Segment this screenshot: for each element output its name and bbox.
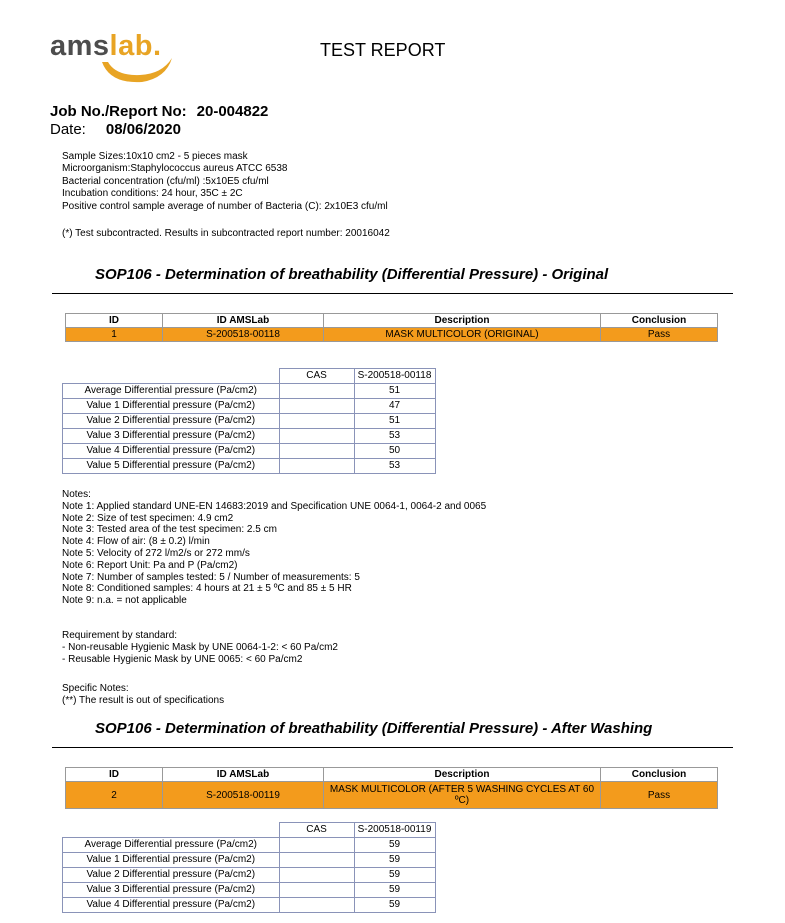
row-value: 59 bbox=[354, 838, 435, 853]
cell-id-amslab: S-200518-00118 bbox=[163, 328, 324, 342]
note-line: Note 5: Velocity of 272 l/m2/s or 272 mm/s bbox=[62, 547, 250, 559]
col-sample: S-200518-00118 bbox=[354, 369, 435, 384]
section1-id-table bbox=[65, 313, 718, 342]
row-cas bbox=[279, 444, 354, 459]
row-label: Value 3 Differential pressure (Pa/cm2) bbox=[63, 883, 280, 898]
sample-info-line: Positive control sample average of number of Bacteria (C): 2x10E3 cfu/ml bbox=[62, 200, 388, 212]
row-label: Value 4 Differential pressure (Pa/cm2) bbox=[63, 898, 280, 913]
subcontract-note: (*) Test subcontracted. Results in subcontracted report number: 20016042 bbox=[62, 228, 390, 239]
note-line: Note 4: Flow of air: (8 ± 0.2) l/min bbox=[62, 536, 210, 548]
row-value: 53 bbox=[354, 429, 435, 444]
table-row bbox=[66, 782, 718, 809]
report-title: TEST REPORT bbox=[320, 40, 446, 60]
row-label: Value 2 Differential pressure (Pa/cm2) bbox=[63, 868, 280, 883]
specific-note-line: (**) The result is out of specifications bbox=[62, 694, 225, 706]
cell-description: MASK MULTICOLOR (ORIGINAL) bbox=[324, 328, 601, 342]
section1-specific-notes bbox=[62, 683, 224, 707]
section2-divider bbox=[52, 747, 733, 748]
row-cas bbox=[279, 868, 354, 883]
requirement-line: - Non-reusable Hygienic Mask by UNE 0064-1-2: < 60 Pa/cm2 bbox=[62, 641, 338, 653]
col-id-amslab: ID AMSLab bbox=[163, 314, 324, 328]
note-line: Notes: bbox=[62, 489, 91, 500]
row-label: Value 2 Differential pressure (Pa/cm2) bbox=[63, 414, 280, 429]
cell-id-amslab: S-200518-00119 bbox=[163, 782, 324, 809]
row-cas bbox=[279, 384, 354, 399]
row-value: 50 bbox=[354, 444, 435, 459]
specific-note-line: Specific Notes: bbox=[62, 683, 129, 694]
logo-dot: . bbox=[152, 30, 162, 62]
section1-results-table bbox=[62, 368, 436, 474]
cell-id: 2 bbox=[66, 782, 163, 809]
row-label: Value 1 Differential pressure (Pa/cm2) bbox=[63, 853, 280, 868]
job-number-line bbox=[50, 103, 268, 120]
sample-info-line: Bacterial concentration (cfu/ml) :5x10E5 cfu/ml bbox=[62, 175, 269, 187]
section2-results-table bbox=[62, 822, 436, 913]
cell-conclusion: Pass bbox=[601, 328, 718, 342]
table-header-row bbox=[63, 369, 436, 384]
row-value: 51 bbox=[354, 384, 435, 399]
table-header-row bbox=[63, 823, 436, 838]
sample-info bbox=[62, 151, 388, 213]
row-label: Average Differential pressure (Pa/cm2) bbox=[63, 838, 280, 853]
date-value: 08/06/2020 bbox=[105, 121, 181, 138]
note-line: Note 1: Applied standard UNE-EN 14683:2019 and Specification UNE 0064-1, 0064-2 and 0065 bbox=[62, 500, 487, 512]
section2-id-table bbox=[65, 767, 718, 809]
table-row bbox=[63, 444, 436, 459]
row-cas bbox=[279, 459, 354, 474]
col-id-amslab: ID AMSLab bbox=[163, 768, 324, 782]
note-line: Note 3: Tested area of the test specimen: 2.5 cm bbox=[62, 524, 277, 536]
row-value: 47 bbox=[354, 399, 435, 414]
note-line: Note 7: Number of samples tested: 5 / Number of measurements: 5 bbox=[62, 571, 360, 583]
row-cas bbox=[279, 853, 354, 868]
logo-text-ams: ams bbox=[50, 30, 110, 62]
table-row bbox=[63, 384, 436, 399]
date-line bbox=[50, 121, 181, 138]
row-label: Value 4 Differential pressure (Pa/cm2) bbox=[63, 444, 280, 459]
row-label: Value 3 Differential pressure (Pa/cm2) bbox=[63, 429, 280, 444]
row-value: 59 bbox=[354, 853, 435, 868]
sample-info-line: Sample Sizes:10x10 cm2 - 5 pieces mask bbox=[62, 151, 248, 162]
col-description: Description bbox=[324, 314, 601, 328]
section2-title: SOP106 - Determination of breathability (Differential Pressure) - After Washing bbox=[95, 720, 653, 737]
cell-id: 1 bbox=[66, 328, 163, 342]
row-cas bbox=[279, 414, 354, 429]
requirement-line: Requirement by standard: bbox=[62, 630, 178, 641]
col-conclusion: Conclusion bbox=[601, 314, 718, 328]
row-cas bbox=[279, 838, 354, 853]
table-row bbox=[63, 429, 436, 444]
note-line: Note 8: Conditioned samples: 4 hours at 21 ± 5 ºC and 85 ± 5 HR bbox=[62, 583, 352, 595]
note-line: Note 6: Report Unit: Pa and P (Pa/cm2) bbox=[62, 559, 238, 571]
amslab-logo bbox=[50, 28, 180, 88]
table-row bbox=[63, 868, 436, 883]
row-cas bbox=[279, 898, 354, 913]
col-id: ID bbox=[66, 314, 163, 328]
cell-conclusion: Pass bbox=[601, 782, 718, 809]
note-line: Note 9: n.a. = not applicable bbox=[62, 595, 187, 607]
requirement-line: - Reusable Hygienic Mask by UNE 0065: < 60 Pa/cm2 bbox=[62, 653, 303, 665]
col-cas: CAS bbox=[279, 369, 354, 384]
col-description: Description bbox=[324, 768, 601, 782]
table-row bbox=[63, 399, 436, 414]
section1-title: SOP106 - Determination of breathability (Differential Pressure) - Original bbox=[95, 266, 609, 283]
logo-text-lab: lab bbox=[109, 30, 153, 62]
logo-wordmark bbox=[50, 32, 162, 61]
table-header-row bbox=[66, 768, 718, 782]
table-row bbox=[63, 459, 436, 474]
row-value: 53 bbox=[354, 459, 435, 474]
row-label: Average Differential pressure (Pa/cm2) bbox=[63, 384, 280, 399]
date-label: Date: bbox=[50, 121, 86, 138]
table-row bbox=[63, 838, 436, 853]
row-label: Value 5 Differential pressure (Pa/cm2) bbox=[63, 459, 280, 474]
col-cas: CAS bbox=[279, 823, 354, 838]
job-label: Job No./Report No: bbox=[50, 103, 187, 120]
row-cas bbox=[279, 429, 354, 444]
table-row bbox=[63, 853, 436, 868]
sample-info-line: Microorganism:Staphylococcus aureus ATCC 6538 bbox=[62, 163, 288, 175]
section1-requirements bbox=[62, 630, 338, 665]
col-sample: S-200518-00119 bbox=[354, 823, 435, 838]
cell-description: MASK MULTICOLOR (AFTER 5 WASHING CYCLES AT 60 ºC) bbox=[324, 782, 601, 809]
row-value: 51 bbox=[354, 414, 435, 429]
note-line: Note 2: Size of test specimen: 4.9 cm2 bbox=[62, 512, 234, 524]
row-value: 59 bbox=[354, 883, 435, 898]
col-id: ID bbox=[66, 768, 163, 782]
table-header-row bbox=[66, 314, 718, 328]
row-cas bbox=[279, 399, 354, 414]
sample-info-line: Incubation conditions: 24 hour, 35C ± 2C bbox=[62, 188, 243, 200]
section1-divider bbox=[52, 293, 733, 294]
table-row bbox=[66, 328, 718, 342]
row-label: Value 1 Differential pressure (Pa/cm2) bbox=[63, 399, 280, 414]
col-conclusion: Conclusion bbox=[601, 768, 718, 782]
table-row bbox=[63, 414, 436, 429]
table-row bbox=[63, 883, 436, 898]
table-row bbox=[63, 898, 436, 913]
job-value: 20-004822 bbox=[196, 103, 269, 120]
row-value: 59 bbox=[354, 868, 435, 883]
section1-notes bbox=[62, 489, 486, 607]
row-value: 59 bbox=[354, 898, 435, 913]
row-cas bbox=[279, 883, 354, 898]
